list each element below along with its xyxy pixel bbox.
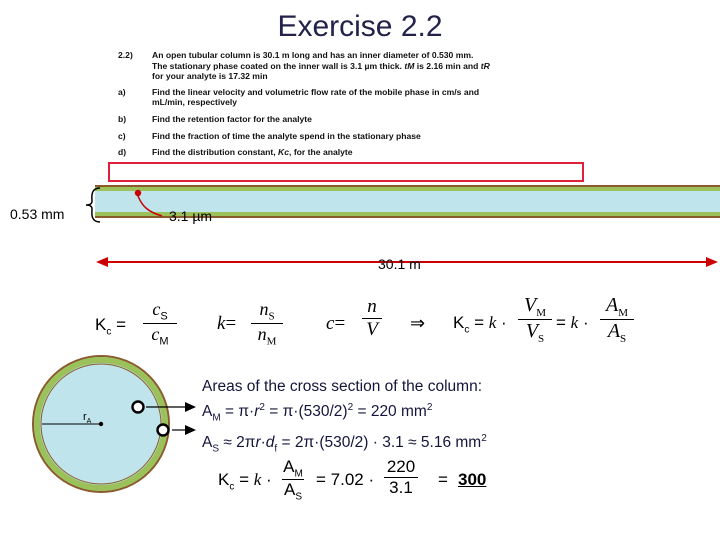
- thickness-label: 3.1 µm: [169, 208, 213, 224]
- result-am: $A_M$: [283, 457, 303, 480]
- result-value: 300: [458, 470, 487, 489]
- areas-block: [202, 376, 487, 460]
- v-term: V: [366, 319, 378, 340]
- c-fraction: [362, 296, 382, 341]
- volume-fraction: [518, 294, 552, 345]
- center-dot: [99, 422, 103, 426]
- question-a-text: Find the linear velocity and volumetric flow rate of the mobile phase in cm/s and: [152, 86, 480, 97]
- question-a-letter: a): [118, 86, 126, 97]
- as-term: $A_S$: [607, 320, 627, 345]
- question-c-text: Find the fraction of time the analyte spend in the stationary phase: [152, 130, 421, 141]
- k-fraction: [251, 299, 283, 347]
- result-middle: = 7.02 ·: [316, 470, 375, 489]
- question-a-text-2: mL/min, respectively: [152, 97, 238, 108]
- c-equals: c=: [326, 313, 346, 334]
- result-as: $A_S$: [283, 480, 302, 503]
- thickness-dot: [135, 190, 141, 196]
- result-numerator: 220: [386, 457, 416, 476]
- areas-heading: Areas of the cross section of the column:: [202, 378, 482, 395]
- k-equals: k=: [217, 313, 237, 334]
- n-term: n: [367, 296, 377, 317]
- diameter-label: 0.53 mm: [10, 206, 65, 222]
- radius-label: $r_A$: [83, 411, 92, 426]
- cs-term: $c_S$: [152, 299, 168, 323]
- length-arrow-right: [706, 257, 718, 267]
- vm-term: $V_M$: [524, 294, 546, 319]
- exercise-number: 2.2): [118, 50, 133, 60]
- length-label: 30.1 m: [378, 256, 421, 272]
- intro-line-3: for your analyte is 17.32 min: [152, 71, 268, 82]
- implies-arrow: ⇒: [410, 313, 426, 333]
- kc-result-lhs: $K_c = k$ ·: [218, 470, 272, 493]
- slide-title: Exercise 2.2: [277, 10, 443, 43]
- question-c-letter: c): [118, 130, 126, 141]
- nm-term: $n_M$: [257, 323, 277, 348]
- vs-term: $V_S$: [525, 320, 545, 345]
- question-b-letter: b): [118, 113, 127, 124]
- kc-symbol-1: $K_c$ =: [95, 315, 127, 338]
- am-formula: $A_M = \pi\cdot r^2 = \pi\cdot(530/2)^2 = 220$ $mm^2$: [202, 402, 433, 424]
- result-denominator: 3.1: [389, 478, 413, 497]
- equals-k-dot: = k ·: [556, 313, 589, 332]
- question-b-text: Find the retention factor for the analyte: [152, 113, 312, 124]
- ns-term: $n_S$: [259, 299, 275, 323]
- kc-symbol-2: $K_c = k$ ·: [453, 313, 507, 336]
- intro-line-2: The stationary phase coated on the inner wall is 3.1 µm thick. tM is 2.16 min and tR: [152, 60, 490, 71]
- result-equals: =: [438, 470, 448, 489]
- result-numeric-fraction: [384, 457, 418, 498]
- as-formula: $A_S \approx 2\pi r\cdot d_f = 2\pi\cdot(530/2) \cdot 3.1 \approx 5.16$ $mm^2$: [202, 433, 487, 455]
- question-d-text: Find the distribution constant, Kc, for the analyte: [152, 147, 353, 158]
- length-arrow-left: [96, 257, 108, 267]
- intro-line-1: An open tubular column is 30.1 m long and has an inner diameter of 0.530 mm.: [152, 50, 474, 60]
- kc-fraction: [143, 299, 177, 347]
- pointer-circle-1: [133, 402, 144, 413]
- question-d-letter: d): [118, 147, 127, 158]
- result-area-fraction: [282, 457, 304, 503]
- area-fraction: [600, 294, 634, 345]
- cm-term: $c_M$: [151, 323, 169, 348]
- pointer-circle-2: [158, 425, 169, 436]
- am-term: $A_M$: [606, 294, 628, 319]
